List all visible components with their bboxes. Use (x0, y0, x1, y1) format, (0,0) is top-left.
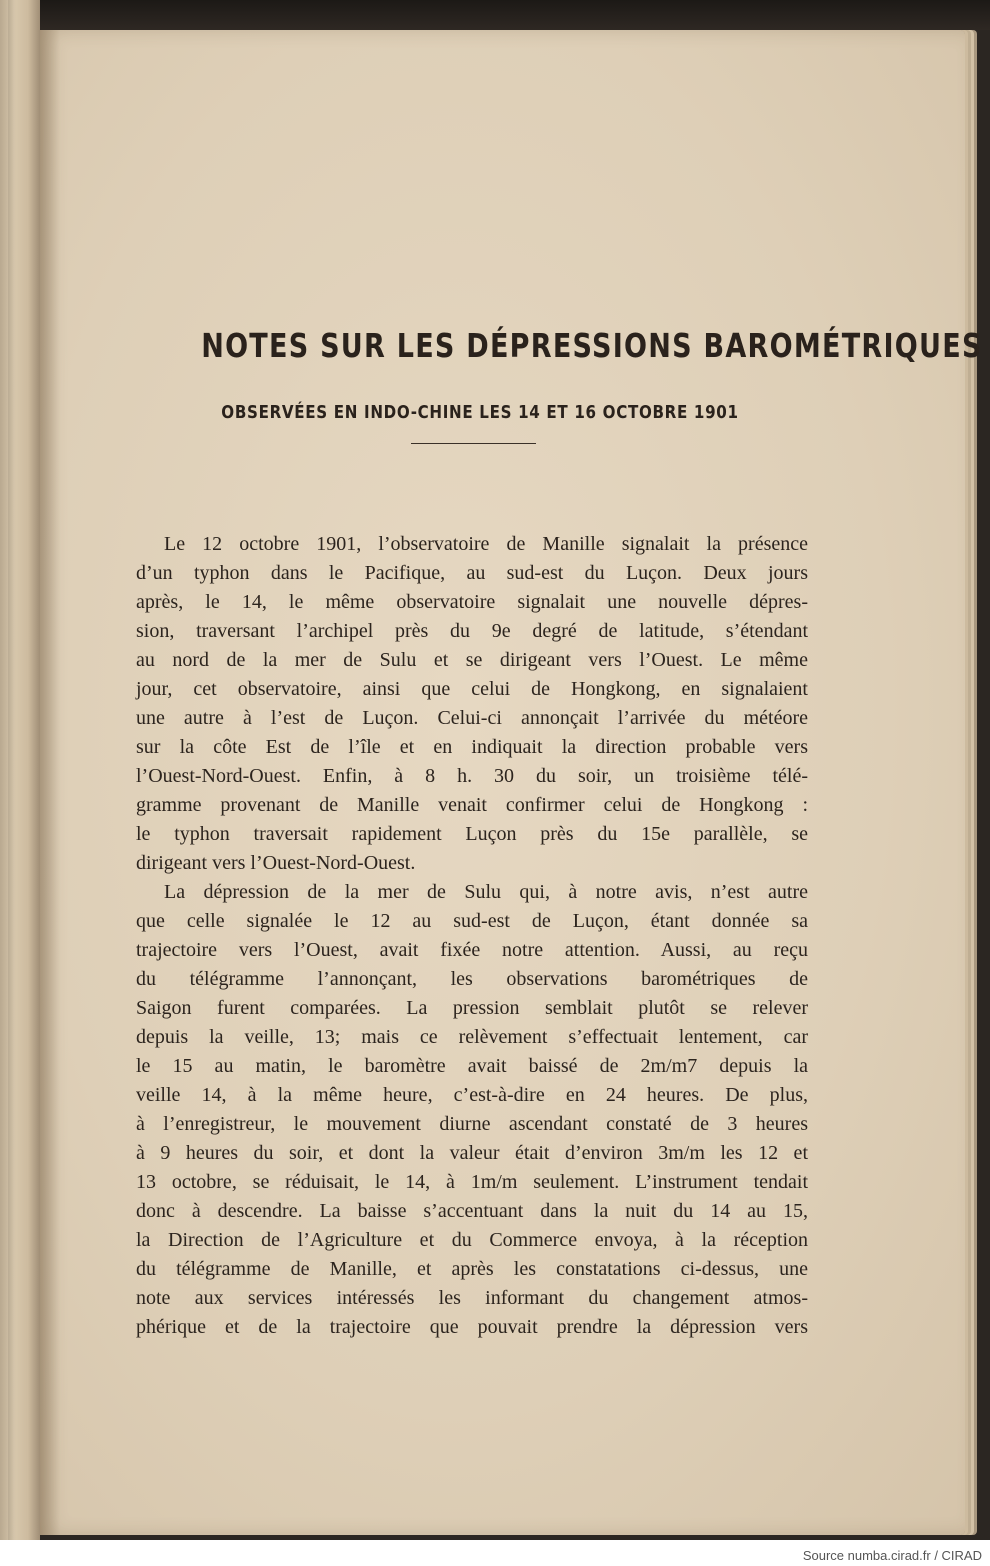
text-line: du télégramme de Manille, et après les constatations ci-dessus, une (136, 1258, 808, 1280)
text-line: veille 14, à la même heure, c’est-à-dire en 24 heures. De plus, (136, 1084, 808, 1106)
page-fold-shadow (40, 30, 60, 1535)
text-line: Saigon furent comparées. La pression semblait plutôt se relever (136, 997, 808, 1019)
text-line: Le 12 octobre 1901, l’observatoire de Manille signalait la présence (164, 533, 808, 555)
text-line: sion, traversant l’archipel près du 9e degré de latitude, s’étendant (136, 620, 808, 642)
text-line: au nord de la mer de Sulu et se dirigeant vers l’Ouest. Le même (136, 649, 808, 671)
text-line: 13 octobre, se réduisait, le 14, à 1m/m seulement. L’instrument tendait (136, 1171, 808, 1193)
text-line: La dépression de la mer de Sulu qui, à notre avis, n’est autre (164, 881, 808, 903)
text-line: à l’enregistreur, le mouvement diurne ascendant constaté de 3 heures (136, 1113, 808, 1135)
text-line: d’un typhon dans le Pacifique, au sud-est du Luçon. Deux jours (136, 562, 808, 584)
text-line: gramme provenant de Manille venait confirmer celui de Hongkong : (136, 794, 808, 816)
scan-background (40, 0, 990, 30)
text-line: le 15 au matin, le baromètre avait baissé de 2m/m7 depuis la (136, 1055, 808, 1077)
book-binding (0, 0, 40, 1540)
text-line: une autre à l’est de Luçon. Celui-ci annonçait l’arrivée du météore (136, 707, 808, 729)
paragraph-2 (136, 878, 808, 1342)
article-title: NOTES SUR LES DÉPRESSIONS BAROMÉTRIQUES (201, 326, 983, 365)
text-line: depuis la veille, 13; mais ce relèvement s’effectuait lentement, car (136, 1026, 808, 1048)
title-divider (411, 443, 536, 444)
text-line: l’Ouest-Nord-Ouest. Enfin, à 8 h. 30 du soir, un troisième télé- (136, 765, 808, 787)
text-line: phérique et de la trajectoire que pouvait prendre la dépression vers (136, 1316, 808, 1338)
article-subtitle: OBSERVÉES EN INDO-CHINE LES 14 ET 16 OCTOBRE 1901 (221, 402, 739, 423)
text-line: note aux services intéressés les informant du changement atmos- (136, 1287, 808, 1309)
binding-shadow (8, 0, 22, 1540)
text-line: après, le 14, le même observatoire signalait une nouvelle dépres- (136, 591, 808, 613)
text-line: dirigeant vers l’Ouest-Nord-Ouest. (136, 852, 416, 874)
text-line: trajectoire vers l’Ouest, avait fixée notre attention. Aussi, au reçu (136, 939, 808, 961)
text-line: le typhon traversait rapidement Luçon près du 15e parallèle, se (136, 823, 808, 845)
paragraph-1 (136, 530, 808, 878)
text-line: que celle signalée le 12 au sud-est de Luçon, étant donnée sa (136, 910, 808, 932)
text-line: donc à descendre. La baisse s’accentuant dans la nuit du 14 au 15, (136, 1200, 808, 1222)
text-line: la Direction de l’Agriculture et du Commerce envoya, à la réception (136, 1229, 808, 1251)
text-line: jour, cet observatoire, ainsi que celui de Hongkong, en signalaient (136, 678, 808, 700)
text-line: sur la côte Est de l’île et en indiquait la direction probable vers (136, 736, 808, 758)
text-line: à 9 heures du soir, et dont la valeur était d’environ 3m/m les 12 et (136, 1142, 808, 1164)
article-body (136, 530, 808, 1342)
text-line: du télégramme l’annonçant, les observations barométriques de (136, 968, 808, 990)
source-credit: Source numba.cirad.fr / CIRAD (802, 1548, 982, 1563)
